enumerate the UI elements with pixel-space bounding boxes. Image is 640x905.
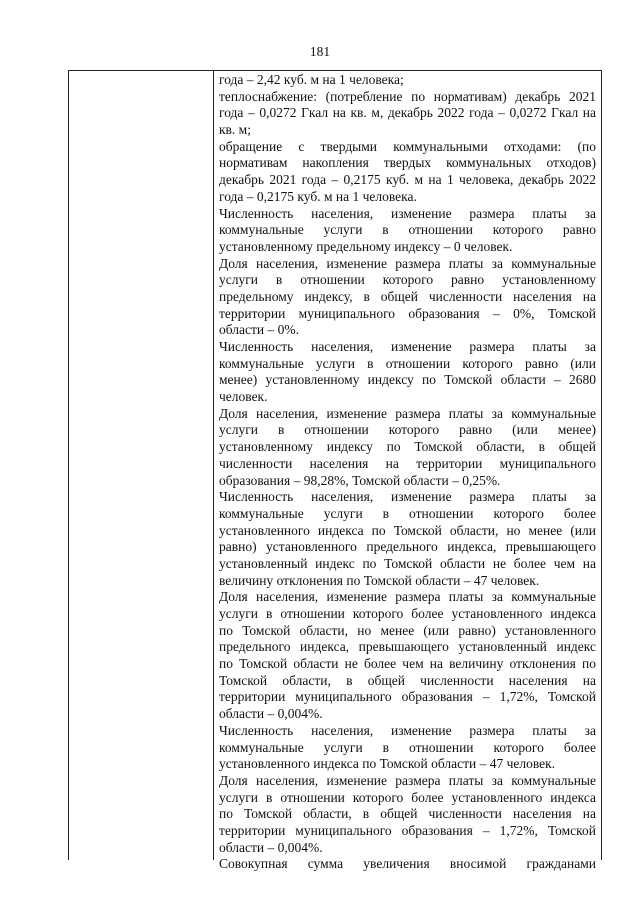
text-line: величину отклонения по Томской области – 47 человек. xyxy=(219,572,540,588)
text-line: установленному индексу по Томской области, в общей xyxy=(219,439,596,455)
text-line: образования – 98,28%, Томской области – 0,25%. xyxy=(219,472,501,488)
text-line: теплоснабжение: (потребление по нормативам) декабрь 2021 xyxy=(219,88,596,104)
table-right-cell xyxy=(214,71,601,872)
text-line: области – 0%. xyxy=(219,322,299,338)
text-line: территории муниципального образования – 1,72%, Томской xyxy=(219,822,596,838)
document-table xyxy=(68,70,602,872)
text-line: Томской области, в общей численности населения на xyxy=(219,672,596,688)
text-line: Доля населения, изменение размера платы за коммунальные xyxy=(219,255,596,271)
text-line: Доля населения, изменение размера платы за коммунальные xyxy=(219,405,596,421)
text-line: территории муниципального образования – 1,72%, Томской xyxy=(219,689,596,705)
text-line: кв. м; xyxy=(219,122,251,138)
text-line: Совокупная сумма увеличения вносимой гражданами xyxy=(219,856,596,872)
text-line: услуги в отношении которого равно (или менее) xyxy=(219,422,596,438)
text-line: установленный индекс по Томской области не более чем на xyxy=(219,555,596,571)
text-line: территории муниципального образования – 0%, Томской xyxy=(219,305,596,321)
text-line: области – 0,004%. xyxy=(219,706,323,722)
text-line: услуги в отношении которого равно установленному xyxy=(219,272,596,288)
text-line: декабрь 2021 года – 0,2175 куб. м на 1 человека, декабрь 2022 xyxy=(219,172,596,188)
text-line: Численность населения, изменение размера платы за xyxy=(219,722,596,738)
text-line: года – 2,42 куб. м на 1 человека; xyxy=(219,72,404,87)
text-line: Численность населения, изменение размера платы за xyxy=(219,489,596,505)
text-line: равно) установленного предельного индекса, превышающего xyxy=(219,539,596,555)
text-line: года – 0,2175 куб. м на 1 человека. xyxy=(219,188,417,204)
table-left-cell xyxy=(69,71,214,860)
text-line: обращение с твердыми коммунальными отходами: (по xyxy=(219,138,596,154)
text-line: по Томской области не более чем на величину отклонения по xyxy=(219,656,596,672)
text-line: Численность населения, изменение размера платы за xyxy=(219,339,596,354)
text-line: установленного индекса по Томской области – 47 человек. xyxy=(219,756,556,772)
text-line: услуги в отношении которого более установленного индекса xyxy=(219,606,596,621)
text-line: нормативам накопления твердых коммунальных отходов) xyxy=(219,155,596,171)
text-line: области – 0,004%. xyxy=(219,839,323,855)
text-line: человек. xyxy=(219,389,268,405)
text-line: предельному индексу, в общей численности населения на xyxy=(219,288,596,304)
text-line: коммунальные услуги в отношении которого более xyxy=(219,739,596,755)
text-line: коммунальные услуги в отношении которого равно xyxy=(219,222,596,238)
text-line: установленного индекса по Томской области, но менее (или xyxy=(219,522,596,538)
text-line: менее) установленному индексу по Томской области – 2680 xyxy=(219,372,596,388)
text-line: по Томской области, в общей численности населения на xyxy=(219,806,596,822)
text-line: услуги в отношении которого более установленного индекса xyxy=(219,789,596,805)
text-line: Численность населения, изменение размера платы за xyxy=(219,205,596,221)
text-line: коммунальные услуги в отношении которого равно (или xyxy=(219,355,596,371)
text-line: года – 0,0272 Гкал на кв. м, декабрь 2022 года – 0,0272 Гкал на xyxy=(219,105,596,121)
text-line: Доля населения, изменение размера платы за коммунальные xyxy=(219,772,596,788)
text-line: предельного индекса, превышающего установленный индекс xyxy=(219,639,596,655)
text-line: численности населения на территории муниципального xyxy=(219,455,596,471)
text-line: коммунальные услуги в отношении которого более xyxy=(219,505,596,521)
text-line: установленному предельному индексу – 0 человек. xyxy=(219,238,513,254)
text-line: по Томской области, но менее (или равно) установленного xyxy=(219,622,596,638)
page-number: 181 xyxy=(309,44,331,59)
text-line: Доля населения, изменение размера платы за коммунальные xyxy=(219,589,596,605)
